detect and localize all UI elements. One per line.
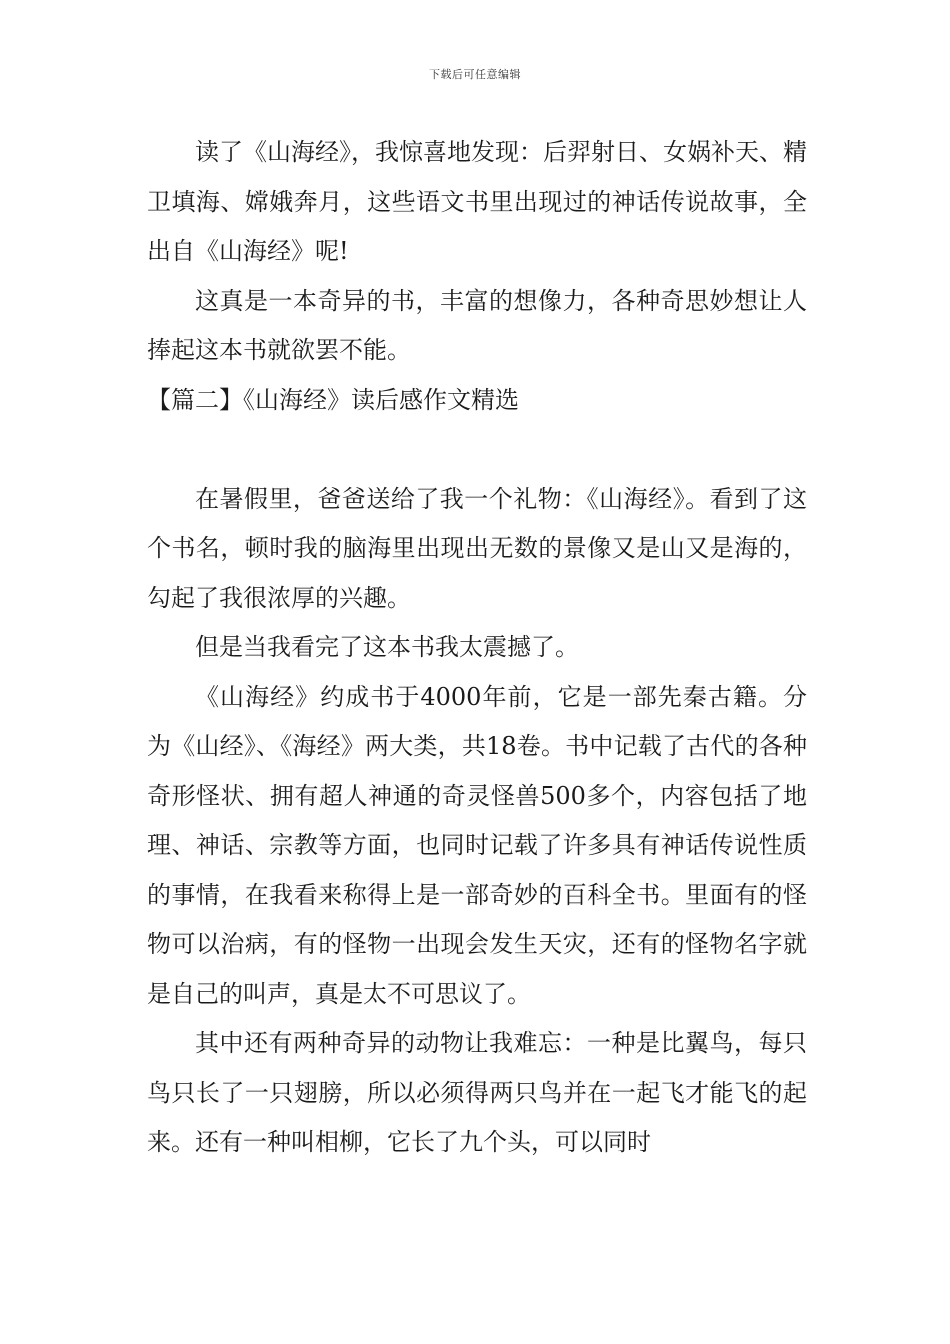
header-note: 下载后可任意编辑 <box>429 68 521 81</box>
section-heading: 【篇二】《山海经》读后感作文精选 <box>147 385 519 414</box>
paragraph: 但是当我看完了这本书我太震撼了。 <box>195 633 579 661</box>
paragraph: 《山海经》约成书于4000年前，它是一部先秦古籍。分为《山经》、《海经》两大类，共18卷。书中记载了古代的各种奇形怪状、拥有超人神通的奇灵怪兽500多个，内容包括了地理、神话、宗教等方面，也同时记载了许多具有神话传说性质的事情，在我看来称得上是一部奇妙的百科全书。里面有的怪物可以治病，有的怪物一出现会发生天灾，还有的怪物名字就是自己的叫声，真是太不可思议了。 <box>147 682 807 1008</box>
paragraph: 在暑假里，爸爸送给了我一个礼物：《山海经》。看到了这个书名，顿时我的脑海里出现出无数的景像又是山又是海的，勾起了我很浓厚的兴趣。 <box>147 484 807 612</box>
paragraph: 其中还有两种奇异的动物让我难忘：一种是比翼鸟，每只鸟只长了一只翅膀，所以必须得两只鸟并在一起飞才能飞的起来。还有一种叫相柳，它长了九个头，可以同时 <box>147 1029 807 1156</box>
document-body <box>147 128 807 1168</box>
paragraph: 读了《山海经》，我惊喜地发现：后羿射日、女娲补天、精卫填海、嫦娥奔月，这些语文书里出现过的神话传说故事，全出自《山海经》呢! <box>147 138 807 265</box>
blank-line <box>147 425 807 475</box>
paragraph: 这真是一本奇异的书，丰富的想像力，各种奇思妙想让人捧起这本书就欲罢不能。 <box>147 286 807 364</box>
